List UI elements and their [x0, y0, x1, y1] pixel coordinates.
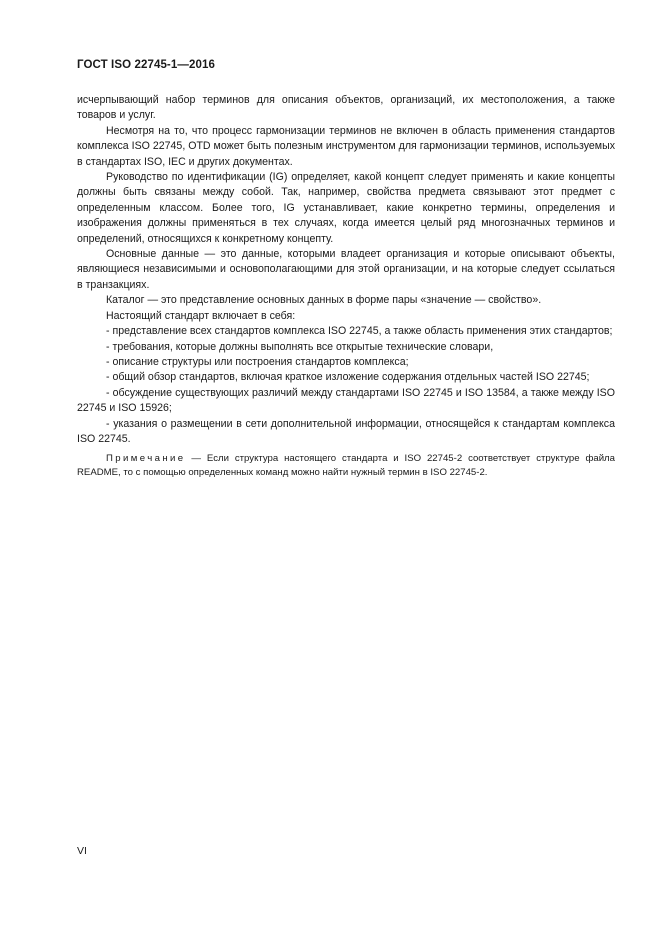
note-label: Примечание [106, 453, 186, 465]
note-paragraph [77, 452, 615, 480]
main-text [77, 93, 615, 480]
paragraph-harmonization: Несмотря на то, что процесс гармонизации терминов не включен в область применения стандартов комплекса ISO 22745, OTD может быть полезным инструментом для гармонизации терминов, используемых в стандартах ISO, IEC и других документах. [77, 124, 615, 168]
list-item: - общий обзор стандартов, включая краткое изложение содержания отдельных частей ISO 22745; [106, 371, 590, 384]
list-item: - указания о размещении в сети дополнительной информации, относящейся к стандартам комплекса ISO 22745. [77, 417, 615, 445]
paragraph-identification-guide: Руководство по идентификации (IG) определяет, какой концепт следует применять и какие концепты должны быть связаны между собой. Так, например, свойства предмета связывают этот предмет с определенным классом. Более того, IG устанавливает, какие конкретно термины, определения и изображения должны применяться в тех случаях, когда имеется целый ряд многозначных терминов и определений, относящихся к конкретному концепту. [77, 171, 615, 245]
list-item: - описание структуры или построения стандартов комплекса; [106, 355, 409, 368]
paragraph-master-data: Основные данные — это данные, которыми владеет организация и которые описывают объекты, являющиеся независимыми и основополагающими для этой организации, и на которые следует ссылаться в транзакциях. [77, 248, 615, 291]
document-header: ГОСТ ISO 22745-1—2016 [77, 59, 215, 71]
list-item: - обсуждение существующих различий между стандартами ISO 22745 и ISO 13584, а также между ISO 22745 и ISO 15926; [77, 386, 615, 415]
note-text: — Если структура настоящего стандарта и ISO 22745-2 соответствует структуре файла README, то с помощью определенных команд можно найти нужный термин в ISO 22745-2. [77, 453, 615, 479]
list-item: - требования, которые должны выполнять все открытые технические словари, [106, 340, 494, 353]
page-number: VI [77, 845, 87, 857]
paragraph-scope-intro: Настоящий стандарт включает в себя: [106, 309, 296, 322]
paragraph-catalog: Каталог — это представление основных данных в форме пары «значение — свойство». [106, 294, 542, 307]
paragraph-continuation: исчерпывающий набор терминов для описания объектов, организаций, их местоположения, а также товаров и услуг. [77, 94, 615, 122]
list-item: - представление всех стандартов комплекса ISO 22745, а также область применения этих стандартов; [106, 325, 613, 338]
